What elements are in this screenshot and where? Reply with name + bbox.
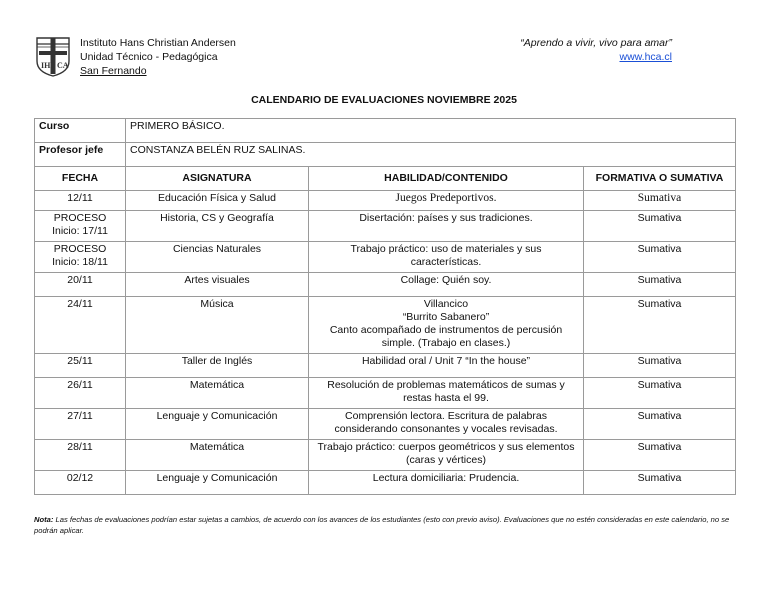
date-line: 20/11 <box>67 274 93 286</box>
table-row <box>35 440 736 471</box>
table-row <box>35 409 736 440</box>
content-line: Trabajo práctico: cuerpos geométricos y sus elementos <box>317 441 575 453</box>
subject-cell: Lenguaje y Comunicación <box>126 409 309 440</box>
evaluation-type-cell: Sumativa <box>584 242 736 273</box>
footnote-text: Las fechas de evaluaciones podrían estar sujetas a cambios, de acuerdo con los avances de los estudiantes (esto con previo aviso). Evaluaciones que no estén consideradas en este calendario, no se podrán aplicar. <box>34 515 730 535</box>
date-cell <box>35 191 126 211</box>
content-cell <box>309 211 584 242</box>
date-cell <box>35 409 126 440</box>
table-row <box>35 354 736 378</box>
date-cell <box>35 378 126 409</box>
teacher-label: Profesor jefe <box>35 143 126 167</box>
website-link[interactable]: www.hca.cl <box>619 51 672 63</box>
date-line: 28/11 <box>67 441 93 453</box>
date-cell <box>35 273 126 297</box>
evaluation-type-cell: Sumativa <box>584 297 736 354</box>
content-line: restas hasta el 99. <box>403 392 489 404</box>
content-line: Habilidad oral / Unit 7 “In the house” <box>361 355 531 367</box>
teacher-row <box>35 143 736 167</box>
content-cell <box>309 191 584 211</box>
evaluation-type-cell: Sumativa <box>584 409 736 440</box>
column-header-date: FECHA <box>35 167 126 191</box>
content-cell <box>309 354 584 378</box>
evaluation-type-cell: Sumativa <box>584 378 736 409</box>
course-label: Curso <box>35 119 126 143</box>
date-line: PROCESO <box>53 212 107 224</box>
evaluations-table <box>34 118 736 495</box>
date-line: 24/11 <box>67 298 93 310</box>
subject-cell: Matemática <box>126 378 309 409</box>
motto-text: “Aprendo a vivir, vivo para amar” <box>520 37 672 49</box>
content-line: simple. (Trabajo en clases.) <box>381 337 511 349</box>
subject-cell: Matemática <box>126 440 309 471</box>
content-cell <box>309 273 584 297</box>
logo-lettering-2: CA <box>57 61 69 70</box>
content-cell <box>309 440 584 471</box>
table-row <box>35 378 736 409</box>
content-line: “Burrito Sabanero” <box>402 311 490 323</box>
date-cell <box>35 211 126 242</box>
column-header-type: FORMATIVA O SUMATIVA <box>584 167 736 191</box>
footnote <box>34 514 737 536</box>
city-link[interactable]: San Fernando <box>80 65 147 77</box>
motto-block <box>520 36 672 64</box>
evaluation-type-cell: Sumativa <box>584 440 736 471</box>
subject-cell: Música <box>126 297 309 354</box>
evaluation-type-cell: Sumativa <box>584 273 736 297</box>
content-line: Juegos Predeportivos. <box>395 192 497 204</box>
subject-cell: Ciencias Naturales <box>126 242 309 273</box>
content-cell <box>309 297 584 354</box>
school-logo <box>35 35 71 77</box>
unit-name: Unidad Técnico - Pedagógica <box>80 51 218 63</box>
content-line: Collage: Quién soy. <box>400 274 492 286</box>
date-line: Inicio: 17/11 <box>52 225 108 237</box>
table-row <box>35 273 736 297</box>
institution-name: Instituto Hans Christian Andersen <box>80 37 236 49</box>
subject-cell: Lenguaje y Comunicación <box>126 471 309 495</box>
table-row <box>35 242 736 273</box>
content-line: Villancico <box>423 298 469 310</box>
teacher-value: CONSTANZA BELÉN RUZ SALINAS. <box>126 143 736 167</box>
evaluation-type-cell: Sumativa <box>584 191 736 211</box>
content-line: características. <box>410 256 482 268</box>
evaluation-type-cell: Sumativa <box>584 354 736 378</box>
content-line: Lectura domiciliaria: Prudencia. <box>372 472 520 484</box>
content-cell <box>309 471 584 495</box>
date-line: 27/11 <box>67 410 93 422</box>
subject-cell: Taller de Inglés <box>126 354 309 378</box>
subject-cell: Educación Física y Salud <box>126 191 309 211</box>
table-row <box>35 191 736 211</box>
document-title: CALENDARIO DE EVALUACIONES NOVIEMBRE 2025 <box>251 94 517 106</box>
content-cell <box>309 409 584 440</box>
date-cell <box>35 297 126 354</box>
logo-lettering: IH <box>41 61 51 70</box>
content-line: Resolución de problemas matemáticos de sumas y <box>327 379 565 391</box>
date-line: 25/11 <box>67 355 93 367</box>
date-line: 02/12 <box>66 472 94 484</box>
subject-cell: Historia, CS y Geografía <box>126 211 309 242</box>
subject-cell: Artes visuales <box>126 273 309 297</box>
content-line: Canto acompañado de instrumentos de percusión <box>329 324 563 336</box>
table-row <box>35 471 736 495</box>
footnote-label: Nota: <box>34 515 54 524</box>
date-cell <box>35 471 126 495</box>
date-line: 12/11 <box>67 192 93 204</box>
content-line: Disertación: países y sus tradiciones. <box>359 212 533 224</box>
content-cell <box>309 378 584 409</box>
date-cell <box>35 440 126 471</box>
header-row <box>35 167 736 191</box>
content-line: considerando consonantes y vocales revisadas. <box>334 423 558 435</box>
evaluation-type-cell: Sumativa <box>584 471 736 495</box>
course-row <box>35 119 736 143</box>
date-line: PROCESO <box>53 243 107 255</box>
school-logo-shield <box>35 35 71 77</box>
column-header-subject: ASIGNATURA <box>126 167 309 191</box>
content-line: (caras y vértices) <box>406 454 486 466</box>
table-row <box>35 297 736 354</box>
course-value: PRIMERO BÁSICO. <box>126 119 736 143</box>
content-cell <box>309 242 584 273</box>
evaluation-type-cell: Sumativa <box>584 211 736 242</box>
date-cell <box>35 354 126 378</box>
institution-block <box>80 36 236 78</box>
date-cell <box>35 242 126 273</box>
column-header-content: HABILIDAD/CONTENIDO <box>309 167 584 191</box>
content-line: Trabajo práctico: uso de materiales y sus <box>350 243 542 255</box>
date-line: 26/11 <box>67 379 93 391</box>
table-row <box>35 211 736 242</box>
date-line: Inicio: 18/11 <box>52 256 108 268</box>
content-line: Comprensión lectora. Escritura de palabras <box>345 410 547 422</box>
